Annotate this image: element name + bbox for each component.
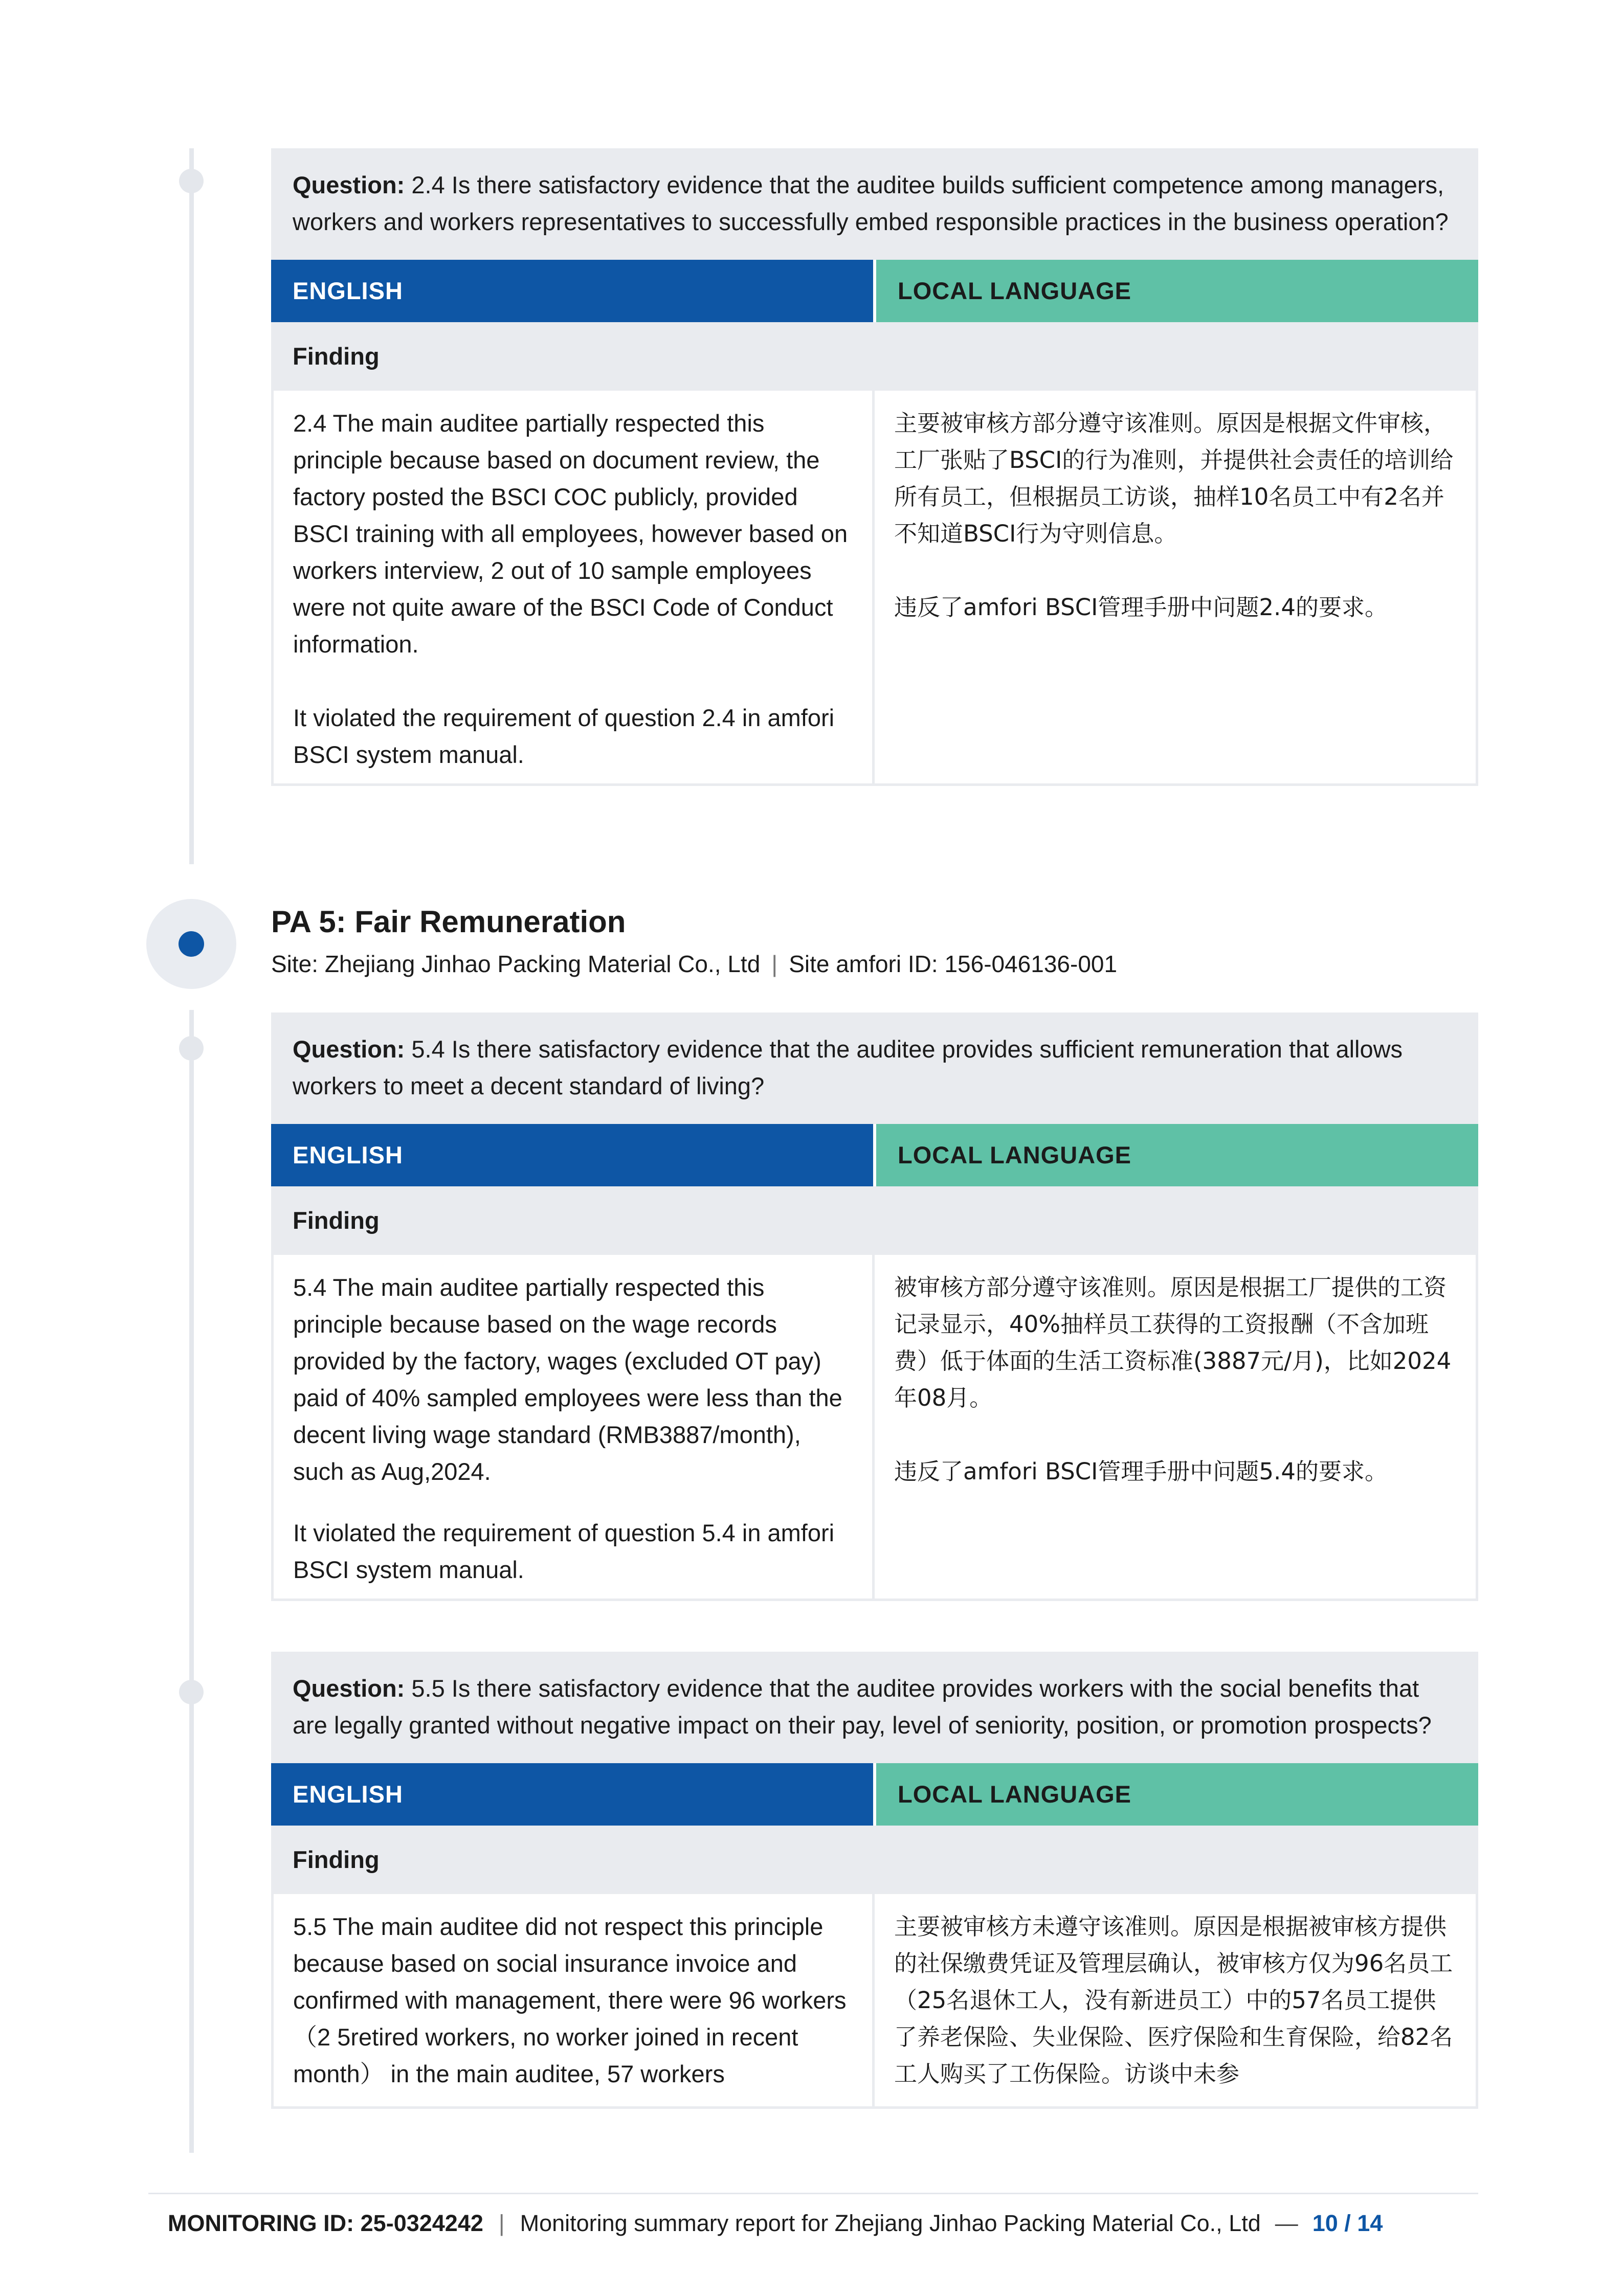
section-marker-dot: [179, 931, 204, 957]
local-finding-text: 主要被审核方部分遵守该准则。原因是根据文件审核，工厂张贴了BSCI的行为准则，并提供社会责任的培训给所有员工，但根据员工访谈，抽样10名员工中有2名并不知道BSCI行为守则信息。: [894, 410, 1454, 547]
footer-description: Monitoring summary report for Zhejiang Jinhao Packing Material Co., Ltd: [520, 2210, 1261, 2236]
english-header: ENGLISH: [271, 1763, 873, 1826]
english-finding-text: 5.5 The main auditee did not respect this principle because based on social insurance invoice and confirmed with management, there were 96 workers（2 5retired workers, no worker joined in recent month） in the main auditee, 57 workers: [293, 1913, 847, 2087]
english-finding: [274, 391, 875, 783]
question-block-5-4: [271, 1012, 1478, 1601]
page-footer: [168, 2210, 1478, 2237]
question-label: Question:: [293, 1675, 405, 1702]
local-language-header: LOCAL LANGUAGE: [876, 1124, 1478, 1186]
local-finding-text: 主要被审核方未遵守该准则。原因是根据被审核方提供的社保缴费凭证及管理层确认，被审核方仅为96名员工（25名退休工人，没有新进员工）中的57名员工提供了养老保险、失业保险、医疗保险和生育保险，给82名工人购买了工伤保险。访谈中未参: [894, 1913, 1453, 2087]
timeline-dot: [179, 1036, 204, 1061]
question-box: [271, 1012, 1478, 1124]
finding-columns: [271, 1255, 1478, 1601]
local-finding-text: 被审核方部分遵守该准则。原因是根据工厂提供的工资记录显示，40%抽样员工获得的工资报酬（不含加班费）低于体面的生活工资标准(3887元/月)，比如2024年08月。: [894, 1274, 1452, 1411]
english-violation-text: It violated the requirement of question 5.4 in amfori BSCI system manual.: [293, 1519, 835, 1583]
question-text: 5.4 Is there satisfactory evidence that the auditee provides sufficient remuneration that allows workers to meet a decent standard of living?: [293, 1036, 1403, 1099]
question-block-5-5: [271, 1652, 1478, 2109]
local-language-header: LOCAL LANGUAGE: [876, 1763, 1478, 1826]
section-site-info: [271, 950, 1117, 978]
site-separator: |: [771, 951, 778, 977]
local-violation-text: 违反了amfori BSCI管理手册中问题5.4的要求。: [894, 1458, 1388, 1485]
local-language-header: LOCAL LANGUAGE: [876, 260, 1478, 322]
local-finding: [875, 1255, 1476, 1599]
footer-separator: |: [498, 2210, 505, 2236]
finding-columns: [271, 391, 1478, 786]
language-header: [271, 260, 1478, 322]
local-violation-text: 违反了amfori BSCI管理手册中问题2.4的要求。: [894, 594, 1388, 621]
finding-label: Finding: [271, 322, 1478, 391]
footer-divider: [148, 2193, 1478, 2194]
local-finding: [875, 391, 1476, 783]
finding-columns: [271, 1894, 1478, 2109]
finding-label: Finding: [271, 1186, 1478, 1255]
monitoring-id: MONITORING ID: 25-0324242: [168, 2210, 483, 2236]
timeline-rail: [189, 1010, 194, 2153]
timeline-rail: [189, 148, 194, 864]
english-header: ENGLISH: [271, 260, 873, 322]
english-finding: [274, 1255, 875, 1599]
english-finding-text: 2.4 The main auditee partially respected this principle because based on document review, the factory posted the BSCI COC publicly, provided BSCI training with all employees, however based on workers interview, 2 out of 10 sample employees were not quite aware of the BSCI Code of Conduct information.: [293, 410, 848, 658]
english-finding: [274, 1894, 875, 2106]
site-amfori-id: Site amfori ID: 156-046136-001: [789, 951, 1118, 977]
question-block-2-4: [271, 148, 1478, 786]
timeline-dot: [179, 1680, 204, 1704]
question-label: Question:: [293, 1036, 405, 1063]
english-finding-text: 5.4 The main auditee partially respected this principle because based on the wage records provided by the factory, wages (excluded OT pay) paid of 40% sampled employees were less than the decent living wage standard (RMB3887/month), such as Aug,2024.: [293, 1274, 842, 1485]
timeline-dot: [179, 169, 204, 193]
footer-dash: —: [1275, 2210, 1298, 2236]
language-header: [271, 1763, 1478, 1826]
local-finding: [875, 1894, 1476, 2106]
question-box: [271, 148, 1478, 260]
finding-label: Finding: [271, 1826, 1478, 1894]
question-box: [271, 1652, 1478, 1763]
question-text: 5.5 Is there satisfactory evidence that the auditee provides workers with the social benefits that are legally granted without negative impact on their pay, level of seniority, position, or promotion prospects?: [293, 1675, 1432, 1739]
site-name: Site: Zhejiang Jinhao Packing Material Co., Ltd: [271, 951, 761, 977]
english-violation-text: It violated the requirement of question 2.4 in amfori BSCI system manual.: [293, 704, 835, 768]
english-header: ENGLISH: [271, 1124, 873, 1186]
page-number: 10 / 14: [1312, 2210, 1383, 2236]
section-title: PA 5: Fair Remuneration: [271, 905, 626, 939]
section-marker-icon: [146, 899, 236, 989]
question-text: 2.4 Is there satisfactory evidence that the auditee builds sufficient competence among managers, workers and workers representatives to successfully embed responsible practices in the business operation?: [293, 171, 1449, 235]
question-label: Question:: [293, 171, 405, 198]
language-header: [271, 1124, 1478, 1186]
